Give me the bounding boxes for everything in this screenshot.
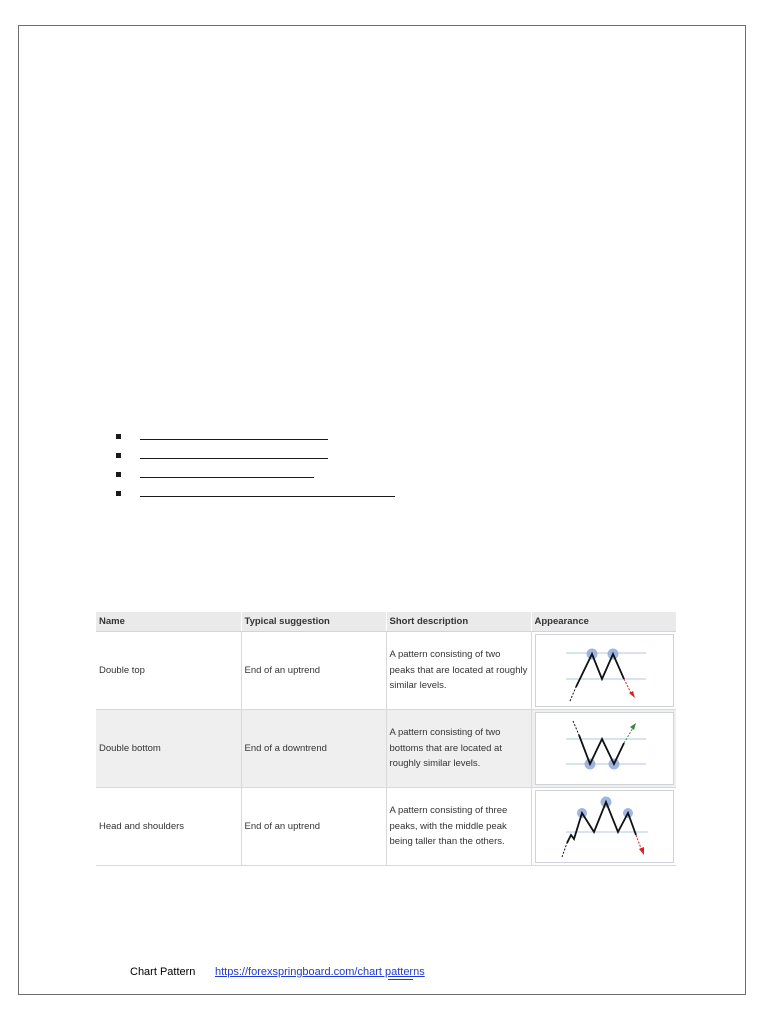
pattern-description: A pattern consisting of two bottoms that are located at roughly similar levels. xyxy=(386,710,531,788)
pattern-name: Double top xyxy=(96,632,241,710)
pattern-appearance xyxy=(531,788,676,866)
table-row xyxy=(96,632,676,710)
bullet-link-underline xyxy=(140,477,314,478)
column-header: Typical suggestion xyxy=(241,612,386,632)
pattern-suggestion: End of a downtrend xyxy=(241,710,386,788)
pattern-description: A pattern consisting of three peaks, with the middle peak being taller than the others. xyxy=(386,788,531,866)
bullet-link-underline xyxy=(140,439,328,440)
bullet-marker-icon xyxy=(116,472,121,477)
table-row xyxy=(96,788,676,866)
table-row xyxy=(96,710,676,788)
list-item[interactable] xyxy=(116,487,436,506)
footer-label: Chart Pattern xyxy=(130,966,196,978)
list-item[interactable] xyxy=(116,449,436,468)
source-link[interactable]: https://forexspringboard.com/chart patterns xyxy=(215,966,425,978)
pattern-appearance xyxy=(531,710,676,788)
chart-pattern-table xyxy=(96,612,676,866)
bullet-marker-icon xyxy=(116,434,121,439)
pattern-name: Double bottom xyxy=(96,710,241,788)
pattern-suggestion: End of an uptrend xyxy=(241,632,386,710)
link-underline-tail xyxy=(388,979,413,980)
footer-citation xyxy=(130,966,425,978)
bullet-marker-icon xyxy=(116,453,121,458)
pattern-description: A pattern consisting of two peaks that are located at roughly similar levels. xyxy=(386,632,531,710)
bullet-link-underline xyxy=(140,496,395,497)
double-top-diagram-icon xyxy=(535,634,674,707)
column-header: Appearance xyxy=(531,612,676,632)
list-item[interactable] xyxy=(116,468,436,487)
bullet-marker-icon xyxy=(116,491,121,496)
table-header-row xyxy=(96,612,676,632)
double-bottom-diagram-icon xyxy=(535,712,674,785)
list-item[interactable] xyxy=(116,430,436,449)
pattern-appearance xyxy=(531,632,676,710)
column-header: Name xyxy=(96,612,241,632)
column-header: Short description xyxy=(386,612,531,632)
bullet-link-underline xyxy=(140,458,328,459)
pattern-suggestion: End of an uptrend xyxy=(241,788,386,866)
head-and-shoulders-diagram-icon xyxy=(535,790,674,863)
bullet-list xyxy=(116,430,436,506)
pattern-name: Head and shoulders xyxy=(96,788,241,866)
